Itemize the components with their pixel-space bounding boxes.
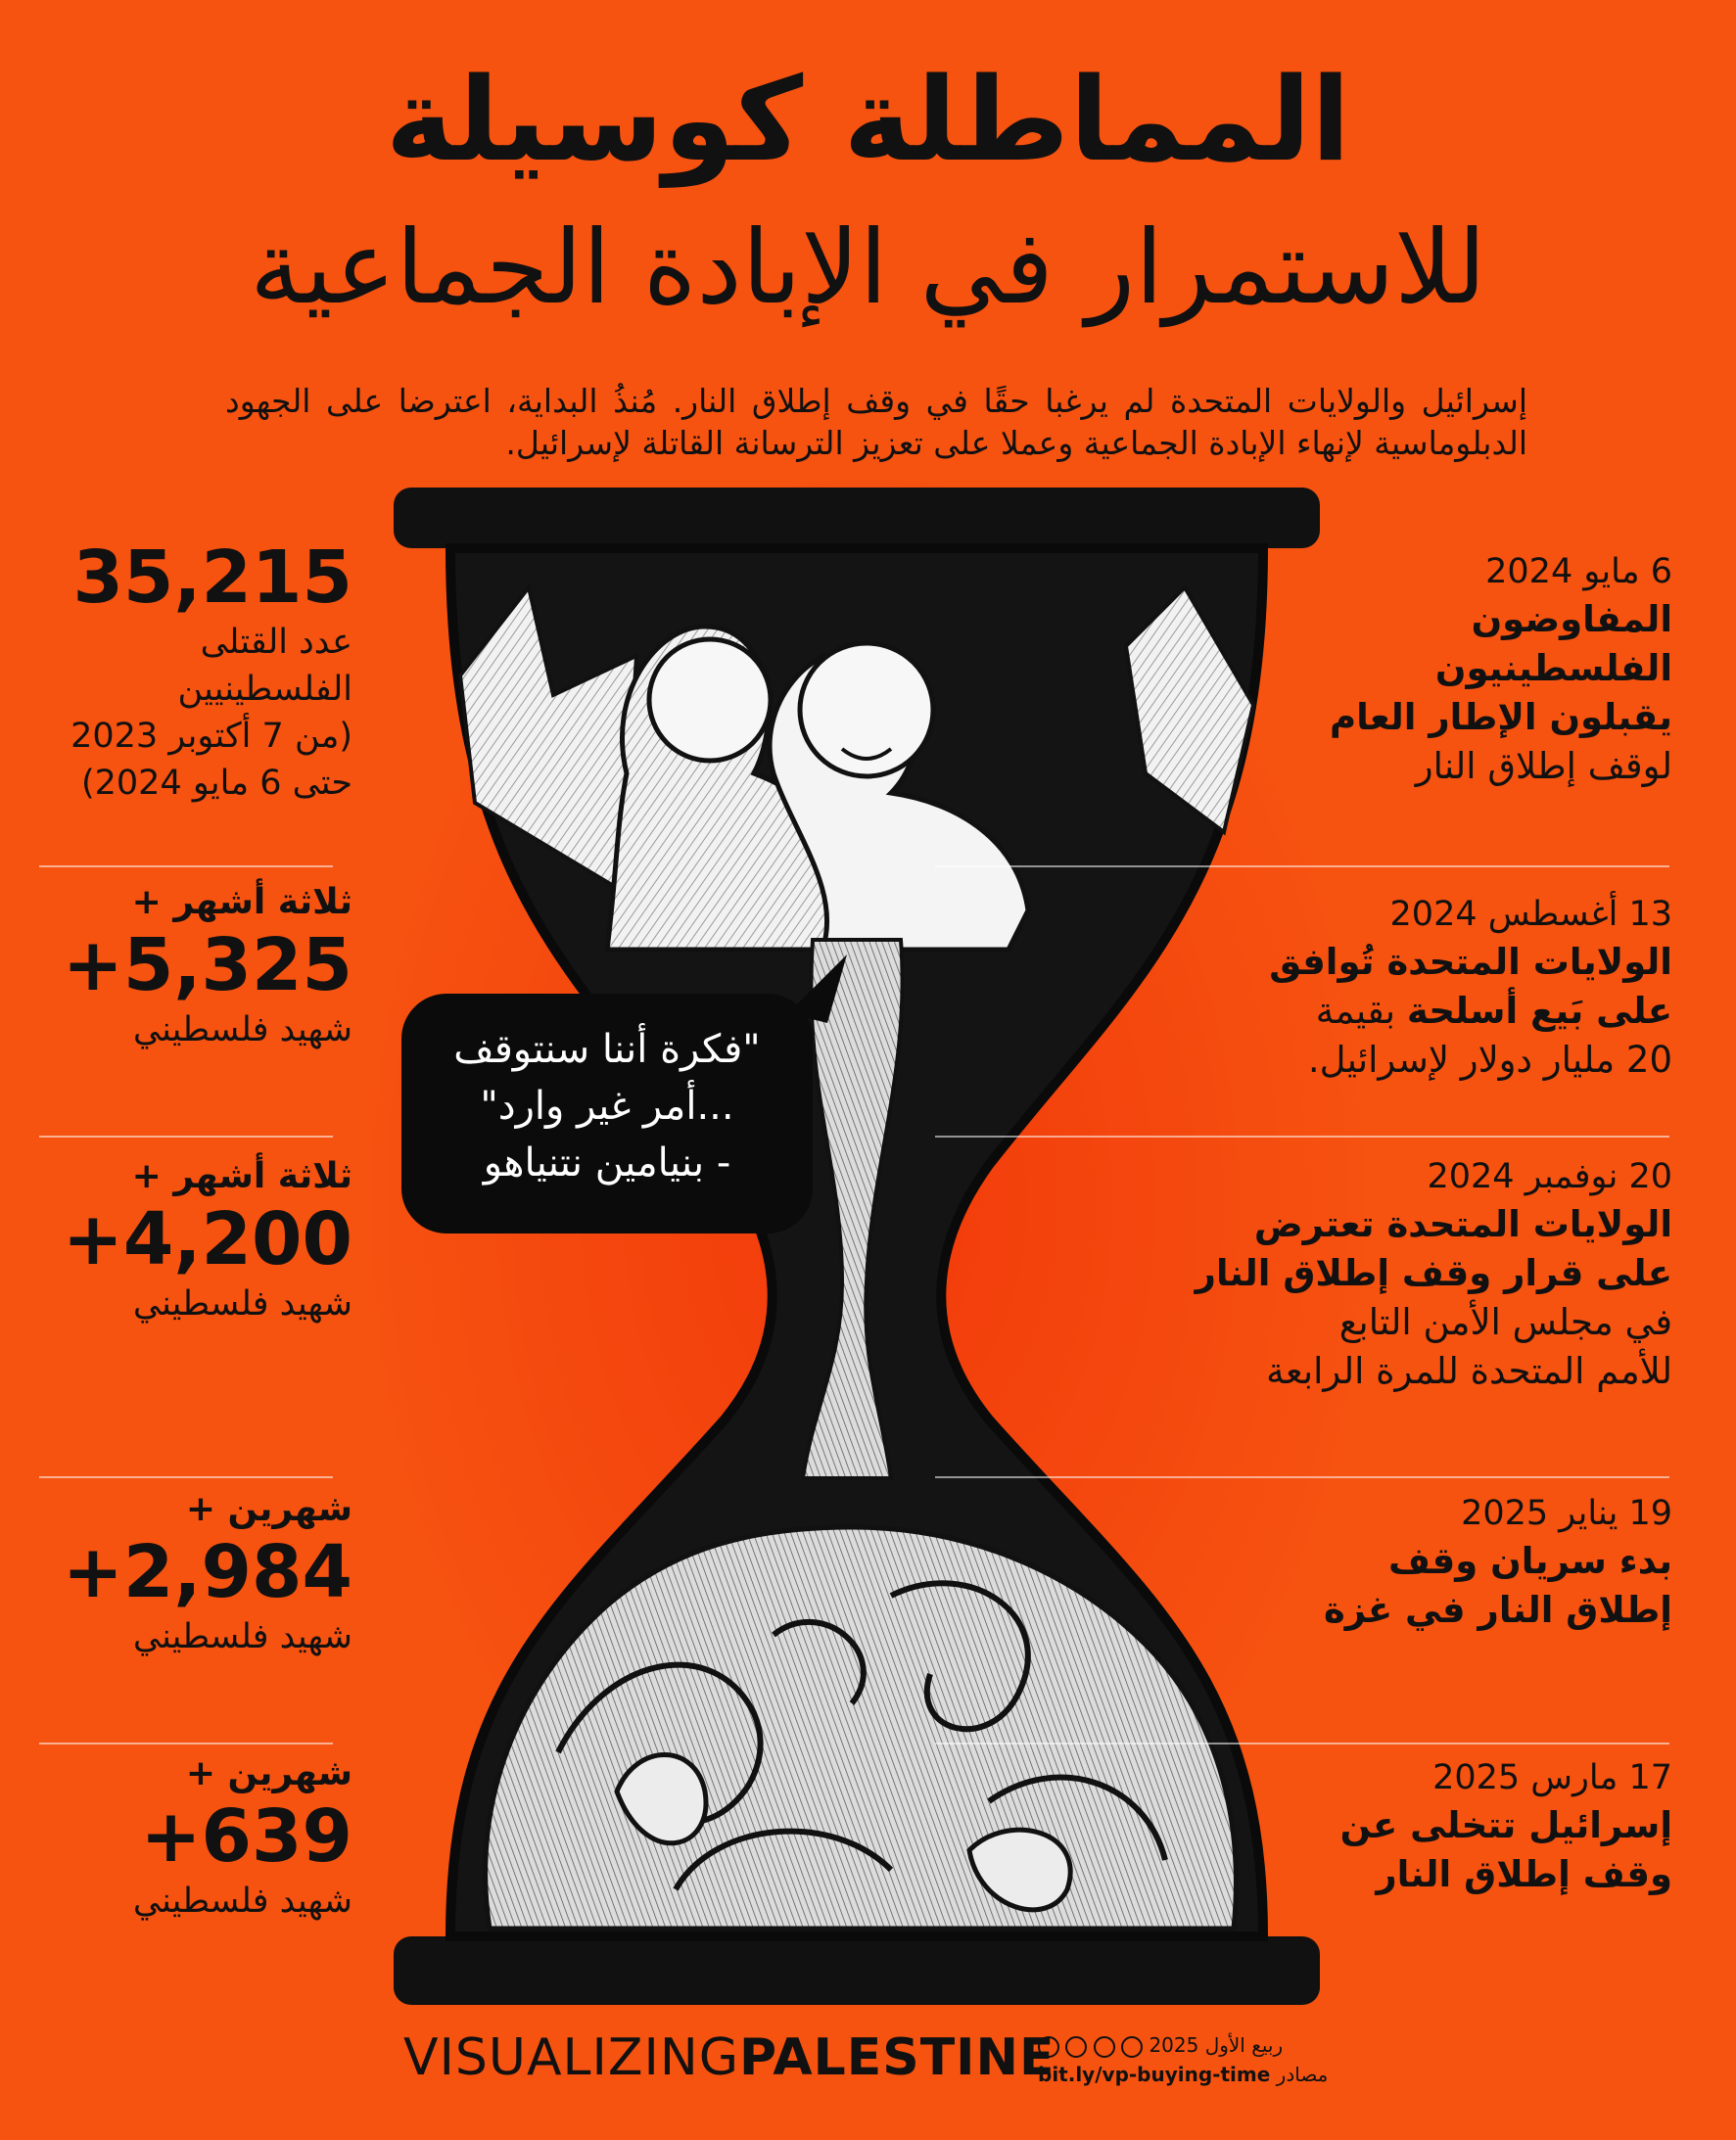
brand-light: VISUALIZING <box>403 2028 740 2087</box>
license-icons <box>1038 2030 1143 2060</box>
stat-period-2 <box>39 881 352 1053</box>
stat-label: الفلسطينيين <box>177 670 352 709</box>
stat-label: (من 7 أكتوبر 2023 <box>70 717 352 756</box>
stat-total-killed <box>39 536 352 807</box>
quote-line-2: ...أمر غير وارد" <box>480 1084 734 1129</box>
hourglass-top-cap <box>394 488 1320 548</box>
event-headline: إسرائيل تتخلى عن <box>1339 1804 1672 1846</box>
event-detail: 20 مليار دولار لإسرائيل. <box>1307 1039 1672 1081</box>
hourglass-bottom-cap <box>394 1936 1320 2005</box>
intro-paragraph: إسرائيل والولايات المتحدة لم يرغبا حقًا في وقف إطلاق النار. مُنذُ البداية، اعترضا على الجهود الدبلوماسية لإنهاء الإبادة الجماعية وعملا على تعزيز الترسانة القاتلة لإسرائيل. <box>225 382 1527 462</box>
divider <box>935 1136 1669 1138</box>
event-detail: في مجلس الأمن التابع <box>1338 1301 1672 1343</box>
event-headline: المفاوضون <box>1471 598 1672 640</box>
stat-label: عدد القتلى <box>200 623 352 662</box>
brand-bold: PALESTINE <box>739 2028 1056 2087</box>
event-date: 6 مايو 2024 <box>1485 552 1672 591</box>
brand-logo <box>403 2026 1056 2089</box>
stat-number: +2,984 <box>62 1530 352 1614</box>
event-headline: وقف إطلاق النار <box>1376 1853 1672 1895</box>
stat-period-5 <box>39 1752 352 1925</box>
event-4 <box>1163 1490 1672 1635</box>
divider <box>935 1476 1669 1478</box>
divider <box>935 865 1669 867</box>
title-line-1: المماطلة كوسيلة <box>385 52 1351 187</box>
stat-period-3 <box>39 1155 352 1327</box>
event-headline: الولايات المتحدة تعترض <box>1253 1203 1672 1245</box>
event-detail: للأمم المتحدة للمرة الرابعة <box>1266 1350 1672 1392</box>
event-headline: على قرار وقف إطلاق النار <box>1195 1252 1672 1294</box>
quote-bubble <box>401 994 813 1233</box>
stat-period-4 <box>39 1488 352 1660</box>
stat-number: +4,200 <box>62 1197 352 1281</box>
event-date: 19 يناير 2025 <box>1461 1494 1672 1533</box>
head-left <box>649 639 771 761</box>
stat-label: حتى 6 مايو 2024) <box>80 764 352 803</box>
stat-label: شهيد فلسطيني <box>132 1882 352 1921</box>
bubble-tail <box>788 954 857 1023</box>
stat-label: شهيد فلسطيني <box>132 1617 352 1656</box>
footer-meta <box>1038 2030 1332 2089</box>
head-right <box>800 643 933 776</box>
event-detail: لوقف إطلاق النار <box>1415 745 1672 787</box>
quote-line-1: "فكرة أننا سنتوقف <box>453 1027 761 1072</box>
divider <box>39 1136 333 1138</box>
event-date: 13 أغسطس 2024 <box>1389 895 1672 934</box>
event-3 <box>1163 1153 1672 1396</box>
stat-label: شهيد فلسطيني <box>132 1010 352 1049</box>
stat-number: +5,325 <box>62 923 352 1007</box>
edition-label: ربيع الأول 2025 <box>1149 2033 1284 2057</box>
stat-period: ثلاثة أشهر + <box>131 1156 352 1196</box>
event-5 <box>1163 1754 1672 1899</box>
title-line-2: للاستمرار في الإبادة الجماعية <box>250 208 1486 327</box>
divider <box>39 1743 333 1745</box>
event-headline: الفلسطينيون <box>1434 647 1672 689</box>
event-date: 17 مارس 2025 <box>1432 1758 1672 1797</box>
event-headline: على بَيع أسلحة <box>1406 990 1672 1032</box>
sources-link[interactable]: bit.ly/vp-buying-time <box>1038 2063 1271 2086</box>
event-headline: بدء سريان وقف <box>1387 1540 1672 1582</box>
stat-label: شهيد فلسطيني <box>132 1284 352 1324</box>
event-headline: الولايات المتحدة تُوافق <box>1269 941 1672 983</box>
stat-number: +639 <box>140 1794 352 1879</box>
divider <box>935 1743 1669 1745</box>
divider <box>39 1476 333 1478</box>
divider <box>39 865 333 867</box>
quote-attribution: - بنيامين نتنياهو <box>483 1140 731 1186</box>
event-headline: يقبلون الإطار العام <box>1329 696 1672 738</box>
event-headline: إطلاق النار في غزة <box>1323 1589 1672 1631</box>
event-date: 20 نوفمبر 2024 <box>1427 1157 1672 1196</box>
event-1 <box>1163 548 1672 791</box>
sources-label: مصادر <box>1276 2063 1329 2086</box>
event-detail: بقيمة <box>1315 990 1396 1032</box>
stat-number: 35,215 <box>72 535 352 620</box>
stat-period: شهرين + <box>185 1489 352 1529</box>
event-2 <box>1163 891 1672 1085</box>
stat-period: ثلاثة أشهر + <box>131 882 352 922</box>
stat-period: شهرين + <box>185 1753 352 1793</box>
